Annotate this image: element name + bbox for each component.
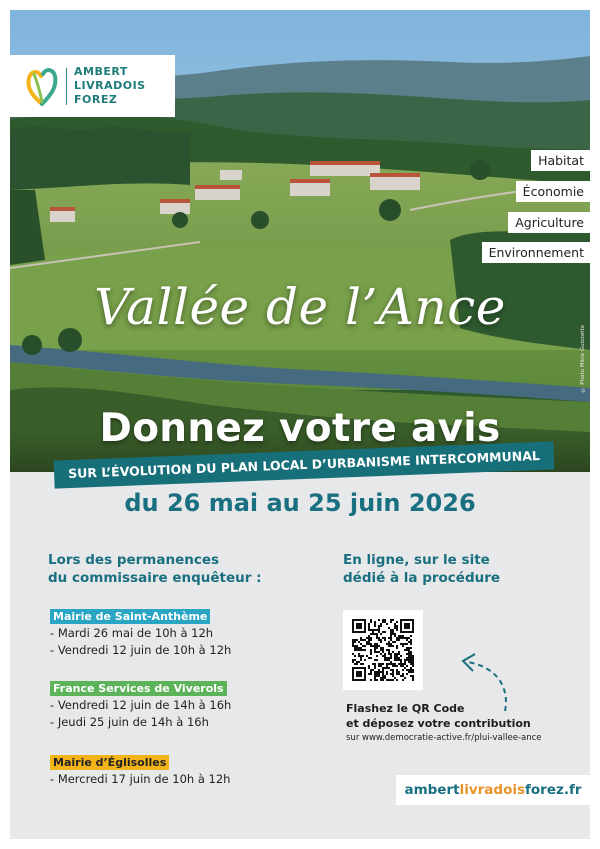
- tag-agriculture: Agriculture: [508, 212, 590, 233]
- tag-habitat: Habitat: [531, 150, 590, 171]
- valley-title: Vallée de l’Ance: [94, 278, 506, 336]
- qr-instructions-line-2: et déposez votre contribution: [346, 717, 531, 730]
- website-part-1: ambert: [404, 782, 460, 798]
- place-badge-saint-antheme: Mairie de Saint-Anthème: [50, 609, 210, 624]
- logo-line-2: LIVRADOIS: [74, 79, 146, 92]
- contribution-url[interactable]: sur www.democratie-active.fr/plui-vallee-ance: [346, 733, 542, 743]
- website-link[interactable]: [396, 775, 590, 805]
- online-title-line-2: dédié à la procédure: [343, 570, 501, 586]
- logo-divider: [66, 68, 67, 105]
- website-part-3: forez: [525, 782, 564, 798]
- online-title-line-1: En ligne, sur le site: [343, 552, 490, 568]
- headline: Donnez votre avis: [99, 406, 501, 451]
- heart-logo-icon: [24, 64, 60, 108]
- slot-line: - Jeudi 25 juin de 14h à 16h: [50, 715, 209, 729]
- logo-wordmark: [74, 65, 146, 107]
- permanences-title: [48, 551, 262, 587]
- slot-text: Jeudi 25 juin de 14h à 16h: [57, 715, 209, 729]
- qr-instructions: [346, 701, 531, 731]
- subject-banner-text: SUR L’ÉVOLUTION DU PLAN LOCAL D’URBANISME INTERCOMMUNAL: [67, 447, 541, 482]
- slot-text: Mercredi 17 juin de 10h à 12h: [57, 772, 231, 786]
- tag-environnement: Environnement: [482, 242, 590, 263]
- qr-instructions-line-1: Flashez le QR Code: [346, 702, 465, 715]
- slot-line: - Mercredi 17 juin de 10h à 12h: [50, 772, 231, 786]
- tag-economie: Économie: [516, 181, 590, 202]
- brand-logo[interactable]: [10, 55, 175, 117]
- permanences-title-line-2: du commissaire enquêteur :: [48, 570, 262, 586]
- place-badge-eglisolles: Mairie d’Églisolles: [50, 755, 169, 770]
- website-part-2: livradois: [459, 782, 526, 798]
- online-title: [343, 551, 500, 587]
- permanences-title-line-1: Lors des permanences: [48, 552, 220, 568]
- slot-line: - Vendredi 12 juin de 10h à 12h: [50, 643, 232, 657]
- qr-code-icon: [352, 619, 414, 681]
- website-part-4: .fr: [563, 782, 582, 798]
- logo-line-3: FOREZ: [74, 93, 118, 106]
- poster: [10, 10, 590, 839]
- photo-credit: © Photo Mikie Guizzette: [580, 325, 586, 393]
- logo-line-1: AMBERT: [74, 65, 128, 78]
- slot-text: Vendredi 12 juin de 14h à 16h: [57, 698, 232, 712]
- qr-code[interactable]: [343, 610, 423, 690]
- slot-text: Mardi 26 mai de 10h à 12h: [57, 626, 214, 640]
- slot-text: Vendredi 12 juin de 10h à 12h: [57, 643, 232, 657]
- slot-line: - Vendredi 12 juin de 14h à 16h: [50, 698, 232, 712]
- place-badge-viverols: France Services de Viverols: [50, 681, 227, 696]
- slot-line: - Mardi 26 mai de 10h à 12h: [50, 626, 214, 640]
- consultation-dates: du 26 mai au 25 juin 2026: [124, 489, 476, 517]
